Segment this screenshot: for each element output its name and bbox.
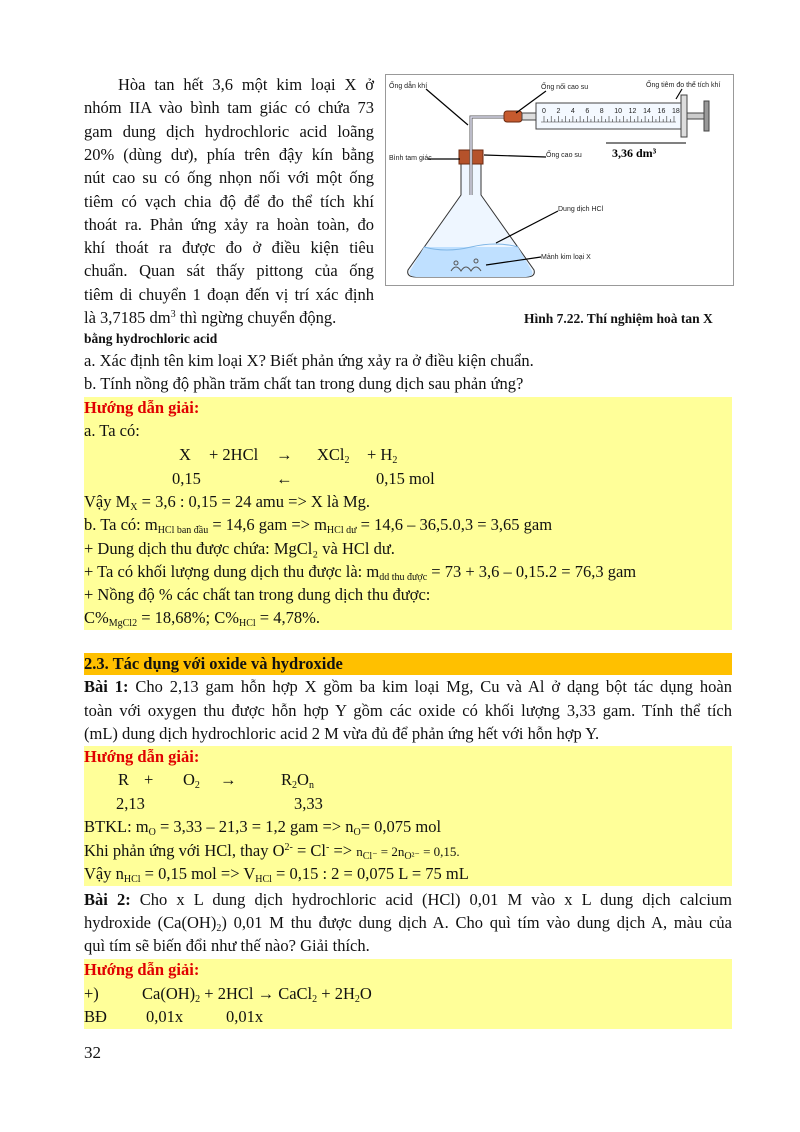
question-b: b. Tính nồng độ phần trăm chất tan trong dung dịch sau phản ứng? xyxy=(84,374,524,393)
bai-1-khi: Khi phản ứng với HCl, thay $O^{2-} = Cl^- => n_{Cl^-} = 2n_{O^{2-}} = 0,15$. xyxy=(84,841,460,862)
label-tube: Ống dẫn khí xyxy=(389,83,428,90)
intro-line: tiêm có vạch chia độ để đo thể tích khí xyxy=(84,191,374,211)
scale-label: 14 xyxy=(643,108,651,115)
scale-label: 4 xyxy=(570,108,575,115)
label-stopper: Ống cao su xyxy=(546,152,582,159)
bai-2-solution-title: Hướng dẫn giải: xyxy=(84,960,200,979)
intro-line: khí thoát ra được đo ở điều kiện tiêu xyxy=(84,238,374,258)
label-volume: 3,36 dm³ xyxy=(612,146,657,160)
page-number: 32 xyxy=(84,1043,101,1062)
scale-label: 16 xyxy=(657,108,666,115)
solution-1-line-7: + Nồng độ % các chất tan trong dung dịch thu được: xyxy=(84,585,431,604)
intro-line: thoát ra. Phản ứng xảy ra hoàn toàn, đo xyxy=(84,214,374,234)
bai-2-line-3: quì tím sẽ biến đổi như thế nào? Giải thích. xyxy=(84,936,370,955)
label-metal: Mảnh kim loại X xyxy=(541,254,591,261)
scale-label: 0 xyxy=(542,108,546,115)
bai-1-btkl: BTKL: $m_O = 3,33 - 21,3 = 1,2$ gam => $n_O= 0,075$ mol xyxy=(84,817,442,838)
bai-1-line-2: toàn với oxygen thu được hỗn hợp Y gồm các oxide có khối lượng 3,33 gam. Tính thể tích xyxy=(84,701,732,720)
intro-line: chuẩn. Quan sát thấy pittong của ống xyxy=(84,261,374,281)
bai-2-line-2: hydroxide $(Ca(OH)_2)$ 0,01 M thu được dung dịch A. Cho quì tím vào dung dịch A, màu của xyxy=(84,913,732,934)
intro-line: nút cao su có ống nhọn nối với một ống xyxy=(84,168,374,188)
scale-label: 2 xyxy=(556,108,561,115)
scale-label: 12 xyxy=(628,108,637,115)
solution-1-line-5: + Dung dịch thu được chứa: MgCl₂ và HCl dư. xyxy=(84,539,395,558)
flask-syringe-diagram xyxy=(386,75,733,285)
label-rubber-joint: Ống nối cao su xyxy=(541,84,589,91)
bai-1-line-1: Bài 1: Cho 2,13 gam hỗn hợp X gồm ba kim loại Mg, Cu và Al ở dạng bột tác dụng hoàn xyxy=(84,677,732,696)
bai-2-line-1: Bài 2: Cho x L dung dịch hydrochloric acid (HCl) 0,01 M vào x L dung dịch calcium xyxy=(84,890,732,909)
solution-1-title: Hướng dẫn giải: xyxy=(84,398,200,417)
scale-label: 18 xyxy=(672,108,680,115)
label-flask: Bình tam giác xyxy=(389,155,432,162)
question-a: a. Xác định tên kim loại X? Biết phản ứng xảy ra ở điều kiện chuẩn. xyxy=(84,351,534,370)
bai-1-line-3: (mL) dung dịch hydrochloric acid 2 M vừa đủ để phản ứng hết với hỗn hợp Y. xyxy=(84,724,600,743)
scale-label: 10 xyxy=(614,108,623,115)
intro-line: 20% (dùng dư), phía trên đậy kín bằng xyxy=(84,144,374,164)
bai-1-vay: Vậy $n_{HCl} = 0,15$ mol => $V_{HCl} = 0,15$ : 2 = 0,075 L = 75 mL xyxy=(84,864,469,885)
solution-1-line-8: $C\%_{MgCl2} = 18,68\%$; $C\%_{HCl} = 4,78\%$. xyxy=(84,608,320,629)
label-solution: Dung dịch HCl xyxy=(558,206,604,213)
intro-line: gam dung dịch hydrochloric acid loãng xyxy=(84,121,374,141)
intro-line: nhóm IIA vào bình tam giác có chứa 73 xyxy=(84,98,374,118)
solution-1-line-1: a. Ta có: xyxy=(84,421,140,440)
figure-caption-continuation: bằng hydrochloric acid xyxy=(84,331,218,346)
label-syringe: Ống tiêm đo thể tích khí xyxy=(646,82,721,89)
solution-1-line-4: b. Ta có: $m_{HCl ban đầu} = 14,6$ gam => $m_{HCl dư} = 14,6 - 36,5.0,3 = 3,65$ gam xyxy=(84,515,553,536)
intro-last-line: là 3,7185 $dm^3$ thì ngừng chuyển động. xyxy=(84,308,337,327)
figure-caption: Hình 7.22. Thí nghiệm hoà tan X xyxy=(524,311,713,326)
solution-1-line-3: Vậy $M_X = 3,6$ : 0,15 = 24 amu => X là Mg. xyxy=(84,492,370,513)
scale-label: 8 xyxy=(599,108,604,115)
intro-line: tiêm di chuyển 1 đoạn đến vị trí xác định xyxy=(84,284,374,304)
experiment-figure xyxy=(385,74,734,286)
bai-1-solution-title: Hướng dẫn giải: xyxy=(84,747,200,766)
scale-label: 6 xyxy=(585,108,590,115)
section-heading: 2.3. Tác dụng với oxide và hydroxide xyxy=(84,653,732,675)
intro-line: Hòa tan hết 3,6 một kim loại X ở xyxy=(118,75,374,94)
solution-1-line-6: + Ta có khối lượng dung dịch thu được là: $m_{dd thu được} = 73 + 3,6 - 0,15.2 = 76,3$ gam xyxy=(84,562,637,583)
